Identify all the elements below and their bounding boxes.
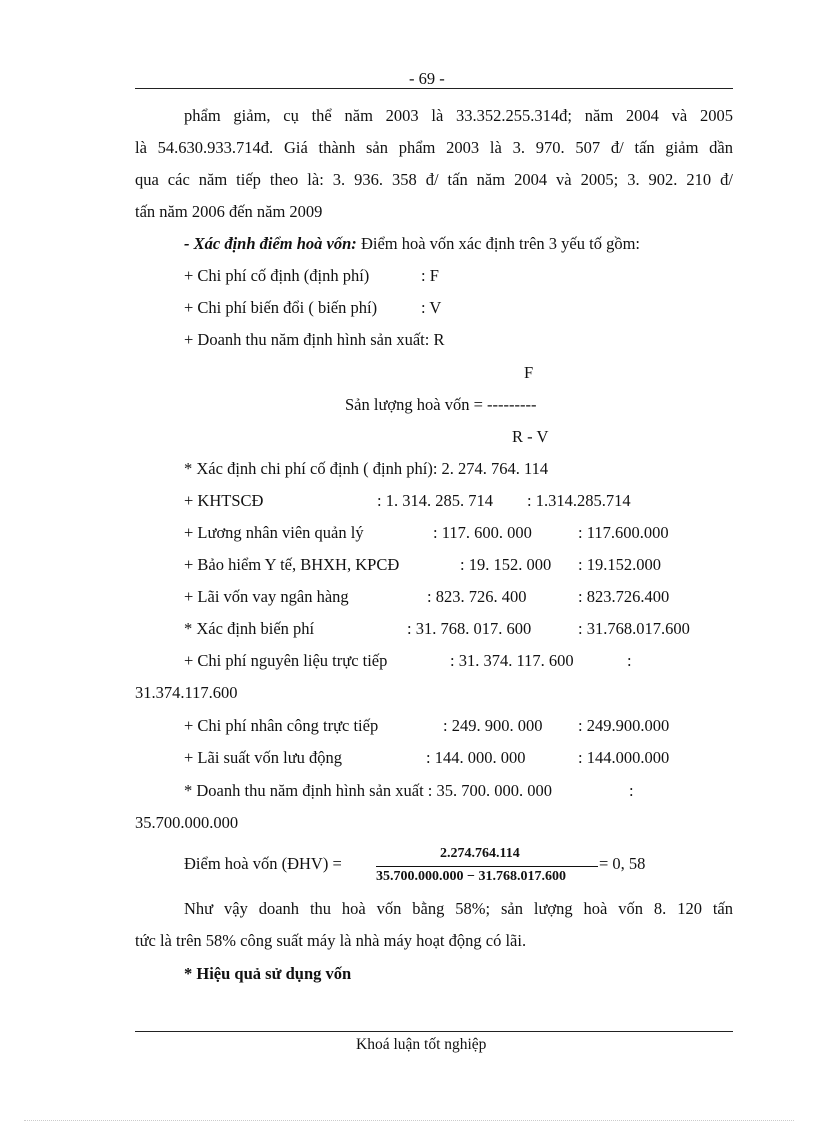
header-rule [135,88,733,89]
bep-numerator: 2.274.764.114 [440,846,520,861]
cost-value-alt: 31.374.117.600 [135,683,238,702]
fraction-bar [376,866,598,867]
cost-label: + Bảo hiểm Y tế, BHXH, KPCĐ [184,555,400,574]
page-edge [24,1120,794,1121]
cost-value-alt: : 1.314.285.714 [527,491,631,510]
cost-value: : 31. 768. 017. 600 [407,619,532,638]
page-number: - 69 - [409,69,445,88]
section-heading: * Hiệu quả sử dụng vốn [184,964,352,983]
formula-numerator: F [524,363,534,382]
cost-value: : 823. 726. 400 [427,587,527,606]
fixed-costs-heading: * Xác định chi phí cố định ( định phí): 2. 274. 764. 114 [184,459,549,478]
cost-value: : 19. 152. 000 [460,555,552,574]
cost-value-alt: : 31.768.017.600 [578,619,690,638]
breakeven-heading-text: Điểm hoà vốn xác định trên 3 yếu tố gồm: [356,234,641,253]
revenue-label: * Doanh thu năm định hình sản xuất : 35. 700. 000. 000 [184,781,553,800]
cost-label: + Lãi suất vốn lưu động [184,748,343,767]
paragraph-line: qua các năm tiếp theo là: 3. 936. 358 đ/ tấn năm 2004 và 2005; 3. 902. 210 đ/ [135,170,733,189]
breakeven-heading [184,234,640,254]
breakeven-heading-bold: - Xác định điểm hoà vốn: [184,234,357,253]
bep-denominator: 35.700.000.000 − 31.768.017.600 [376,869,566,884]
footer-rule [135,1031,733,1032]
cost-value: : 117. 600. 000 [433,523,532,542]
cost-value-colon: : [627,651,632,670]
factor-value: : F [421,266,439,285]
cost-value-alt: : 19.152.000 [578,555,661,574]
cost-value: : 144. 000. 000 [426,748,526,767]
cost-value-alt: : 823.726.400 [578,587,670,606]
cost-label: + KHTSCĐ [184,491,264,510]
cost-label: + Chi phí nhân công trực tiếp [184,716,379,735]
revenue-colon: : [629,781,634,800]
cost-label: + Lương nhân viên quản lý [184,523,364,542]
cost-value-alt: : 144.000.000 [578,748,670,767]
factor-value: : V [421,298,442,317]
revenue-value-alt: 35.700.000.000 [135,813,239,832]
bep-lhs: Điểm hoà vốn (ĐHV) = [184,854,342,873]
formula-lhs: Sản lượng hoà vốn = --------- [345,395,537,414]
footer-text: Khoá luận tốt nghiệp [356,1036,487,1053]
cost-value-alt: : 117.600.000 [578,523,669,542]
cost-label: + Lãi vốn vay ngân hàng [184,587,349,606]
cost-value: : 1. 314. 285. 714 [377,491,493,510]
cost-value-alt: : 249.900.000 [578,716,670,735]
factor-label: + Chi phí cố định (định phí) [184,266,370,285]
paragraph-line: Như vậy doanh thu hoà vốn bằng 58%; sản lượng hoà vốn 8. 120 tấn [184,899,733,918]
paragraph-line: phẩm giảm, cụ thể năm 2003 là 33.352.255.314đ; năm 2004 và 2005 [184,106,733,125]
bep-result: = 0, 58 [599,854,646,873]
factor-label: + Doanh thu năm định hình sản xuất: R [184,330,445,349]
paragraph-line: tức là trên 58% công suất máy là nhà máy hoạt động có lãi. [135,931,527,950]
paragraph-line: là 54.630.933.714đ. Giá thành sản phẩm 2003 là 3. 970. 507 đ/ tấn giảm dần [135,138,733,157]
variable-costs-heading: * Xác định biến phí [184,619,315,638]
paragraph-line: tấn năm 2006 đến năm 2009 [135,202,323,221]
cost-value: : 249. 900. 000 [443,716,543,735]
factor-label: + Chi phí biến đổi ( biến phí) [184,298,378,317]
cost-value: : 31. 374. 117. 600 [450,651,574,670]
cost-label: + Chi phí nguyên liệu trực tiếp [184,651,388,670]
formula-denominator: R - V [512,427,549,446]
